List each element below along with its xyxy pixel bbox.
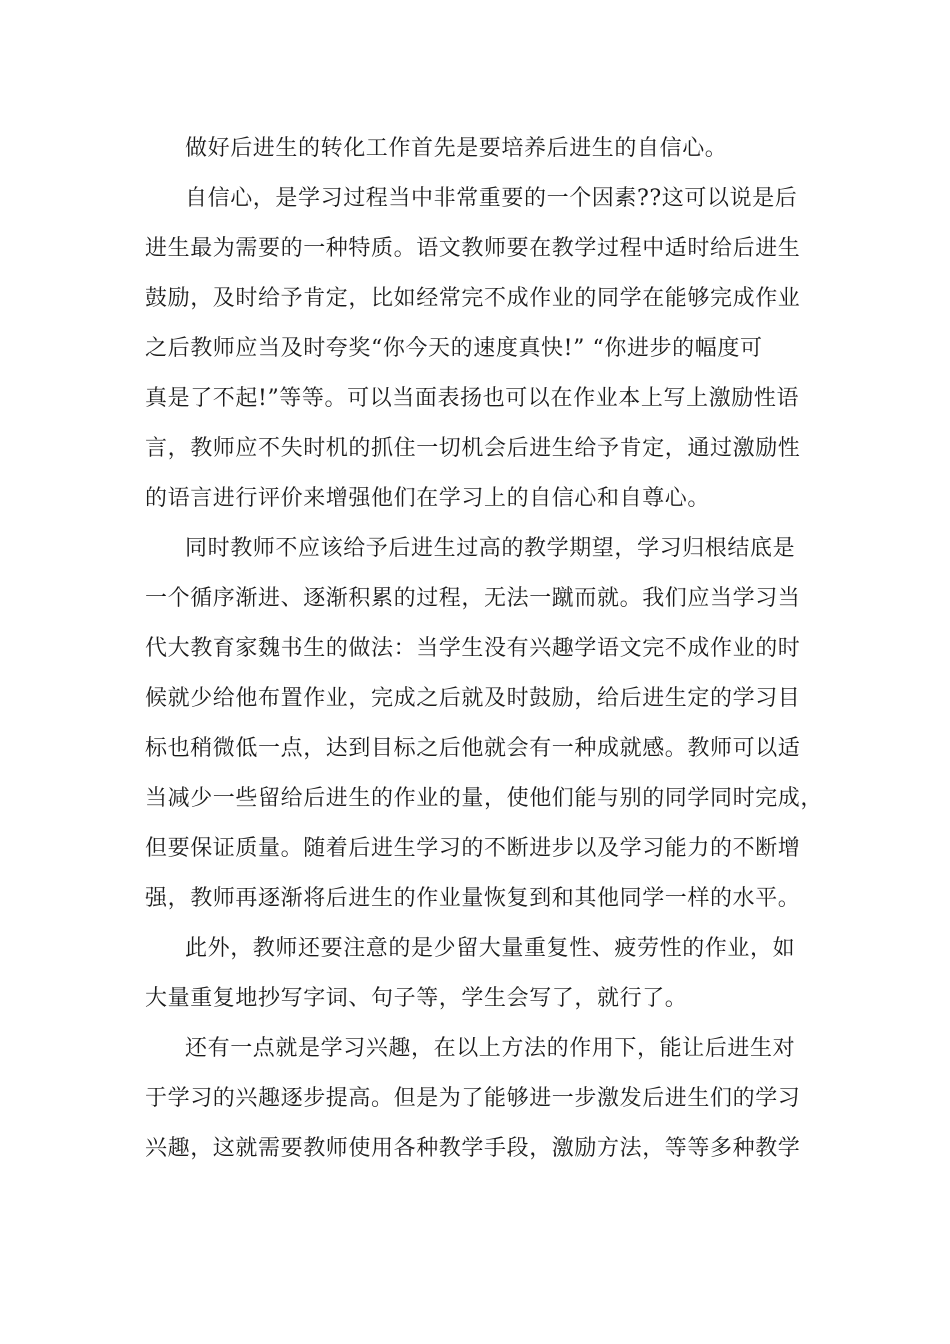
text-line: 标也稍微低一点，达到目标之后他就会有一种成就感。教师可以适 [145,736,801,761]
text-line: 一个循序渐进、逐渐积累的过程，无法一蹴而就。我们应当学习当 [145,586,801,611]
text-line: 的语言进行评价来增强他们在学习上的自信心和自尊心。 [145,486,711,511]
text-line: 同时教师不应该给予后进生过高的教学期望，学习归根结底是 [185,536,796,561]
text-line: 强，教师再逐渐将后进生的作业量恢复到和其他同学一样的水平。 [145,886,801,911]
text-line: 做好后进生的转化工作首先是要培养后进生的自信心。 [185,136,728,161]
text-line: 言，教师应不失时机的抓住一切机会后进生给予肯定，通过激励性 [145,436,801,461]
text-line: 兴趣，这就需要教师使用各种教学手段，激励方法，等等多种教学 [145,1136,801,1161]
text-line: 于学习的兴趣逐步提高。但是为了能够进一步激发后进生们的学习 [145,1086,801,1111]
text-line: 之后教师应当及时夸奖“你今天的速度真快!” “你进步的幅度可 [145,336,763,361]
text-line: 此外，教师还要注意的是少留大量重复性、疲劳性的作业，如 [185,936,796,961]
text-line: 但要保证质量。随着后进生学习的不断进步以及学习能力的不断增 [145,836,801,861]
text-line: 大量重复地抄写字词、句子等，学生会写了，就行了。 [145,986,688,1011]
text-line: 候就少给他布置作业，完成之后就及时鼓励，给后进生定的学习目 [145,686,801,711]
text-line: 当减少一些留给后进生的作业的量，使他们能与别的同学同时完成， [145,786,824,811]
text-line: 代大教育家魏书生的做法：当学生没有兴趣学语文完不成作业的时 [145,636,801,661]
text-line: 自信心，是学习过程当中非常重要的一个因素??这可以说是后 [185,186,798,211]
text-line: 鼓励，及时给予肯定，比如经常完不成作业的同学在能够完成作业 [145,286,801,311]
text-line: 真是了不起!”等等。可以当面表扬也可以在作业本上写上激励性语 [145,386,800,411]
text-line: 还有一点就是学习兴趣，在以上方法的作用下，能让后进生对 [185,1036,796,1061]
text-line: 进生最为需要的一种特质。语文教师要在教学过程中适时给后进生 [145,236,801,261]
